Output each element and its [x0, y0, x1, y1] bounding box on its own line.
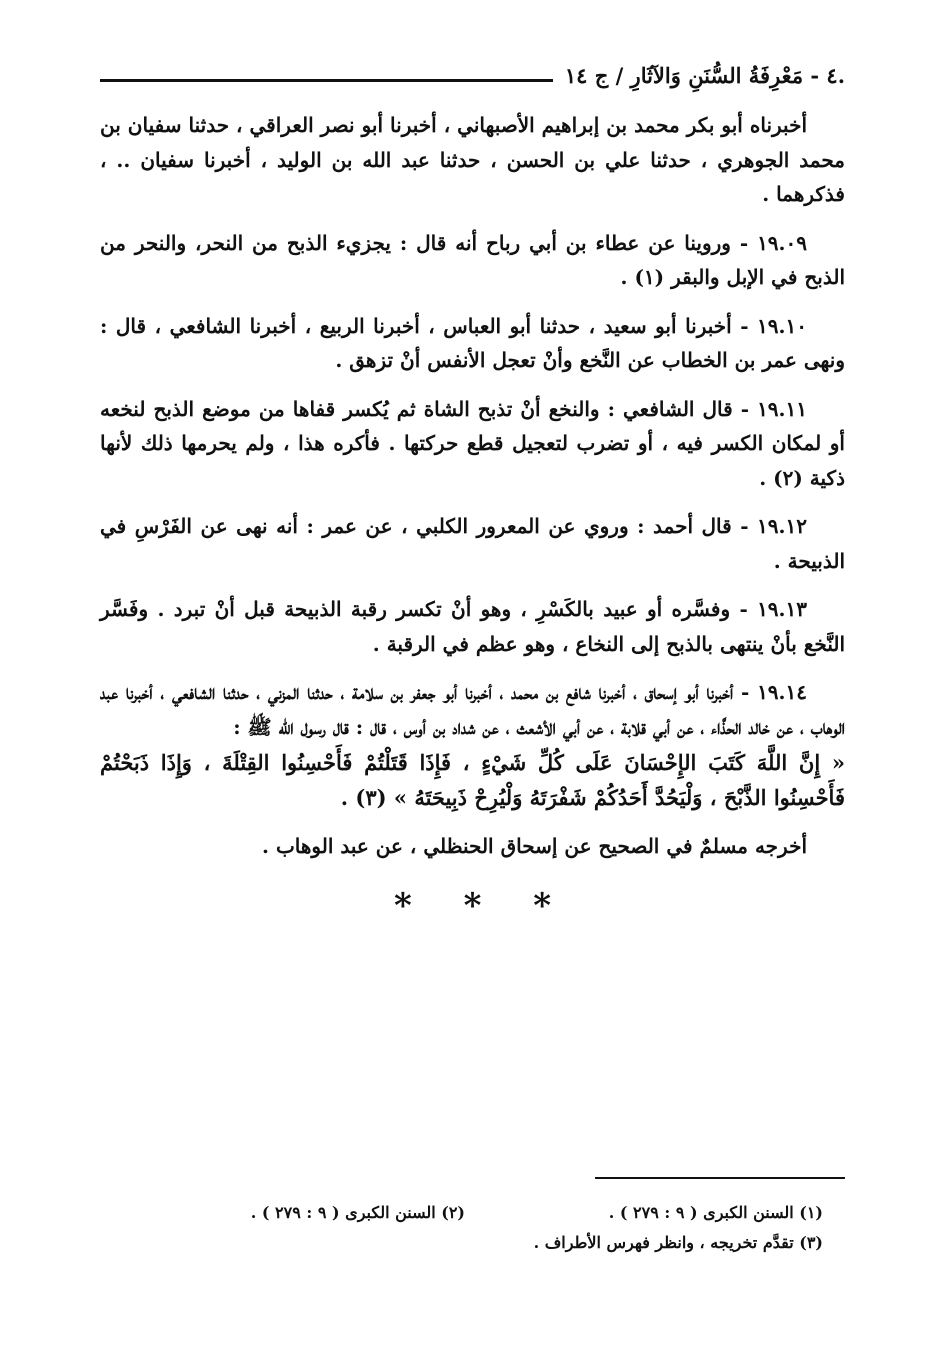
paragraph-19009 [100, 226, 845, 295]
paragraph-rest: الفَرْسِ في الذبيحة . [100, 514, 845, 573]
paragraph-lead: ١٩.١١ - قال الشافعي : والنخع أنْ تذبح الشاة ثم يُكسر قفاها من موضع [202, 396, 807, 421]
paragraph-lead: ١٩.١٤ - أخبرنا أبو إسحاق ، أخبرنا شافع بن محمد ، أخبرنا أبو جعفر بن [390, 680, 807, 704]
paragraph-takhrij [100, 829, 845, 864]
paragraph-rest: الشافعي ، قال : ونهى عمر بن الخطاب عن النَّخع وأنْ تعجل الأنفس أنْ تزهق . [100, 313, 845, 372]
paragraph-lead: ١٩.١٢ - قال أحمد : وروي عن المعرور الكلبي ، عن عمر : أنه نهى عن [200, 514, 807, 538]
paragraph-19014 [100, 675, 845, 744]
hadith-text: « إِنَّ اللَّهَ كَتَبَ الإِحْسَانَ عَلَى كُلِّ شَيْءٍ ، فَإِذَا قَتَلْتُمْ فَأَحْسِنُوا القِتْلَةَ ، وَإِذَا ذَبَحْتُمْ فَأَحْسِنُوا الذَّبْحَ ، وَلْيَحُدَّ أَحَدُكُمْ شَفْرَتَهُ وَلْيُرِحْ ذَبِيحَتَهُ » (٣) . [100, 750, 845, 810]
footnote-2: (٢) السنن الكبرى ( ٩ : ٢٧٩ ) . [250, 1203, 465, 1222]
paragraph-rest: سفيان بن محمد الجوهري ، حدثنا علي بن الحسن ، حدثنا عبد الله بن الوليد ، أخبرنا سفيان .. ، فذكرهما . [100, 113, 845, 206]
paragraph-rest: وفَسَّر النَّخع بأنْ ينتهى بالذبح إلى النخاع ، وهو عظم في الرقبة . [100, 597, 845, 656]
hadith-quote [100, 746, 845, 815]
paragraph-rest: الذبح لنخعه أو لمكان الكسر فيه ، أو تضرب لتعجيل قطع حركتها . فأكره هذا ، ولم يحرمها ذلك لأنها ذكية (٢) . [100, 396, 845, 490]
paragraph-19013 [100, 592, 845, 661]
paragraph-19010 [100, 309, 845, 378]
paragraph-19012 [100, 509, 845, 578]
paragraph-lead: ١٩.٠٩ - وروينا عن عطاء بن أبي رباح أنه قال : يجزيء الذبح من النحر، [195, 230, 807, 255]
paragraph-lead: أخبرناه أبو بكر محمد بن إبراهيم الأصبهاني ، أخبرنا أبو نصر العراقي ، حدثنا [188, 113, 807, 137]
paragraph-rest: والنحر من الذبح في الإبل والبقر (١) . [100, 230, 845, 289]
footnote-rule [595, 1177, 845, 1179]
running-title: .٤ - مَعْرِفَةُ السُّنَنِ وَالآثَارِ / ج ١٤ [564, 63, 845, 88]
paragraph-19011 [100, 392, 845, 496]
footnote-row [100, 1198, 845, 1228]
section-separator: * * * [393, 885, 551, 926]
paragraph-rest: سلامة ، حدثنا المزني ، حدثنا الشافعي ، أخبرنا عبد الوهاب ، عن خالد الحذَّاء ، عن أبي قلابة ، عن أبي الأشعث ، عن شداد بن أوس ، قال : قال رسول الله ﷺ : [100, 680, 845, 739]
footnote-3: (٣) تقدَّم تخريجه ، وانظر فهرس الأطراف . [533, 1233, 823, 1252]
body-text [100, 108, 845, 926]
paragraph-lead: ١٩.١٠ - أخبرنا أبو سعيد ، حدثنا أبو العباس ، أخبرنا الربيع ، أخبرنا [249, 313, 807, 338]
header-rule [100, 79, 553, 82]
paragraph-lead: ١٩.١٣ - وفسَّره أو عبيد بالكَسْرِ ، وهو أنْ تكسر رقبة الذبيحة قبل أنْ تبرد . [157, 597, 807, 621]
footnote-1: (١) السنن الكبرى ( ٩ : ٢٧٩ ) . [608, 1203, 823, 1222]
footnotes [100, 1198, 845, 1258]
paragraph-isnad-1 [100, 108, 845, 212]
running-header [100, 50, 845, 90]
paragraph-lead: أخرجه مسلمٌ في الصحيح عن إسحاق الحنظلي ، عن عبد الوهاب . [262, 834, 807, 858]
book-page [100, 50, 845, 1330]
